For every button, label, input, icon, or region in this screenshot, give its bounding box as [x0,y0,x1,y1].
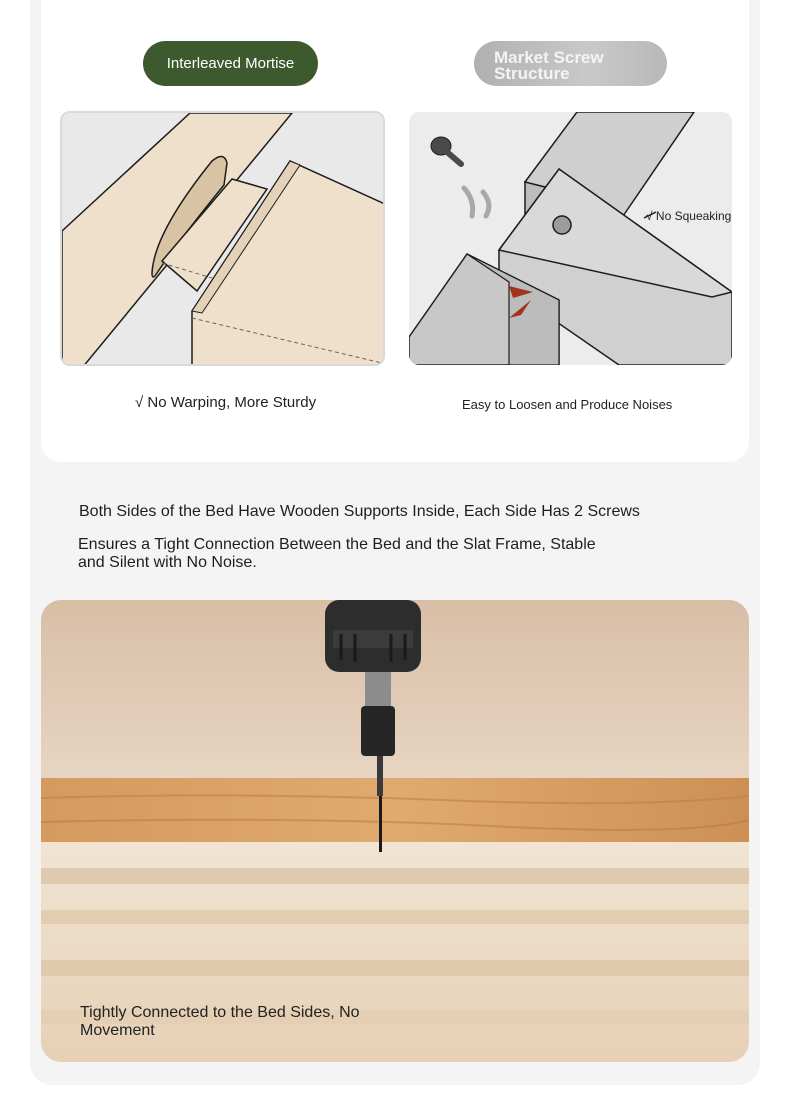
market-screw-label: Market Screw Structure [494,48,604,83]
support-headline: Both Sides of the Bed Have Wooden Supports Inside, Each Side Has 2 Screws [79,503,640,520]
mortise-caption: √ No Warping, More Sturdy [135,394,317,411]
interleaved-mortise-tag [143,41,318,86]
screw-caption: Easy to Loosen and Produce Noises [462,397,673,412]
drill-screw-scene [41,600,749,1062]
no-squeaking-annotation: √ No Squeaking [646,209,732,223]
screw-joint-drawing [409,112,732,365]
screw-structure-illustration [409,112,732,365]
support-description: Ensures a Tight Connection Between the Bed and the Slat Frame, Stable and Silent with No Noise. [78,536,596,571]
market-screw-tag [474,41,667,86]
mortise-illustration [60,111,385,366]
drill-photo [41,600,749,1062]
mortise-joint-drawing [62,113,385,366]
interleaved-mortise-label: Interleaved Mortise [166,55,295,72]
photo-caption: Tightly Connected to the Bed Sides, No Movement [80,1004,360,1039]
